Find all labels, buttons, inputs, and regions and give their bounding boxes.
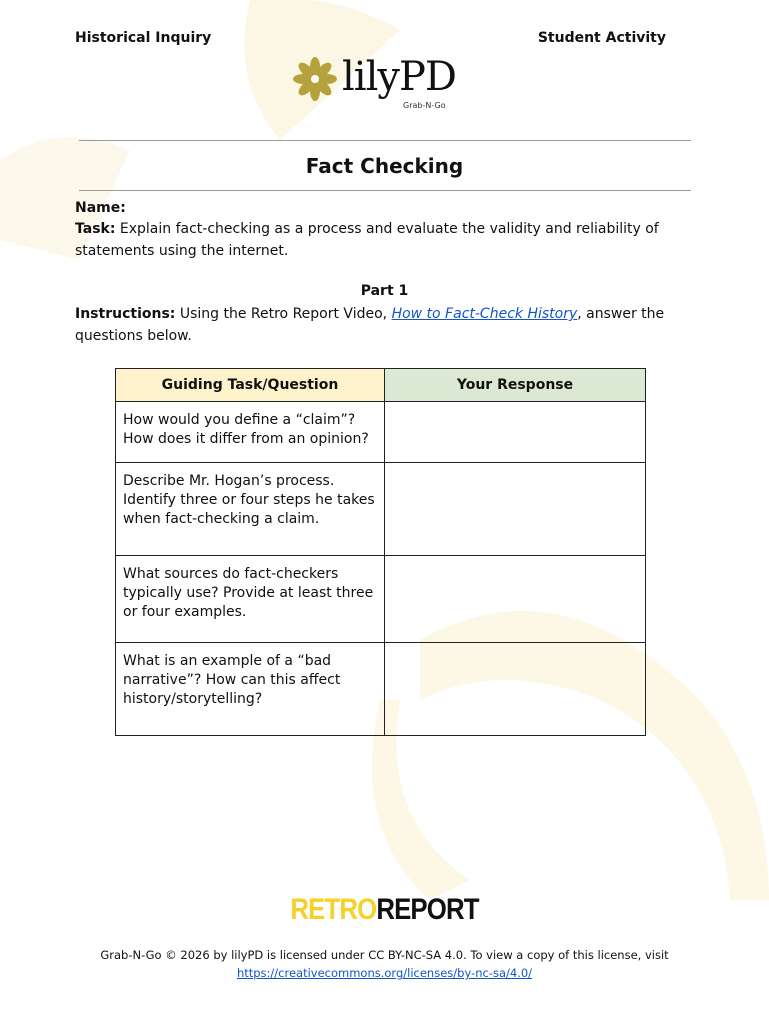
- name-label: Name:: [75, 200, 126, 216]
- task-paragraph: [75, 218, 665, 262]
- column-header-question: Guiding Task/Question: [116, 369, 385, 402]
- name-line: [75, 197, 665, 219]
- response-cell[interactable]: [385, 556, 646, 643]
- logo-tagline: Grab-N-Go: [403, 101, 446, 110]
- table-row: [116, 643, 646, 736]
- instructions-paragraph: [75, 303, 665, 347]
- response-cell[interactable]: [385, 463, 646, 556]
- table-header-row: [116, 369, 646, 402]
- top-divider: [79, 140, 691, 141]
- response-cell[interactable]: [385, 402, 646, 463]
- instructions-label: Instructions:: [75, 306, 176, 322]
- license-text: Grab-N-Go © 2026 by lilyPD is licensed under CC BY-NC-SA 4.0. To view a copy of this license, visit: [100, 948, 669, 962]
- question-table: [115, 368, 646, 736]
- retro-report-logo: [54, 893, 715, 927]
- video-link[interactable]: How to Fact-Check History: [391, 306, 578, 322]
- license-link[interactable]: https://creativecommons.org/licenses/by-nc-sa/4.0/: [236, 966, 533, 980]
- table-row: [116, 402, 646, 463]
- retro-report-logo-report: REPORT: [376, 893, 479, 926]
- response-cell[interactable]: [385, 643, 646, 736]
- page-title: Fact Checking: [305, 154, 464, 178]
- column-header-response: Your Response: [385, 369, 646, 402]
- question-cell: What is an example of a “bad narrative”? How can this affect history/storytelling?: [116, 643, 385, 736]
- header-subject: Historical Inquiry: [75, 30, 212, 46]
- license-footer: [0, 946, 769, 982]
- flower-icon: [292, 56, 338, 102]
- instructions-text-before: Using the Retro Report Video,: [175, 306, 392, 322]
- table-row: [116, 556, 646, 643]
- question-cell: Describe Mr. Hogan’s process. Identify three or four steps he takes when fact-checking a claim.: [116, 463, 385, 556]
- header-type: Student Activity: [537, 30, 666, 46]
- table-row: [116, 463, 646, 556]
- question-cell: How would you define a “claim”? How does it differ from an opinion?: [116, 402, 385, 463]
- retro-report-logo-retro: RETRO: [290, 893, 377, 926]
- question-cell: What sources do fact-checkers typically use? Provide at least three or four examples.: [116, 556, 385, 643]
- task-text: Explain fact-checking as a process and evaluate the validity and reliability of statements using the internet.: [75, 221, 659, 259]
- title-divider: [79, 190, 691, 191]
- instructions-text-after: , answer the questions below.: [75, 306, 665, 344]
- part-heading: Part 1: [360, 283, 409, 299]
- logo-wordmark: lilyPD: [342, 54, 456, 100]
- task-label: Task:: [75, 221, 116, 237]
- lilypd-logo: [292, 56, 492, 116]
